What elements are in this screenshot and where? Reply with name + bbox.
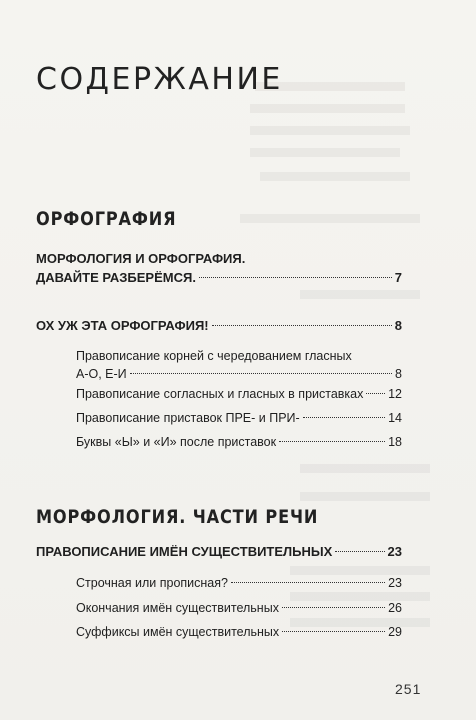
toc-subentry-label: Окончания имён существительных: [76, 601, 279, 615]
toc-entry[interactable]: [36, 268, 402, 288]
bleed-through-line: [300, 290, 420, 299]
dot-leader: [199, 277, 392, 278]
dot-leader: [279, 441, 385, 442]
toc-subentry[interactable]: [76, 384, 402, 404]
toc-subentry-label: А-О, Е-И: [76, 367, 127, 381]
toc-subentry[interactable]: [76, 622, 402, 642]
toc-subentry[interactable]: [76, 598, 402, 618]
page-title: СОДЕРЖАНИЕ: [36, 62, 283, 97]
toc-subentry-label: Правописание корней с чередованием гласных: [76, 349, 352, 363]
toc-page-number: 8: [394, 318, 402, 333]
toc-subentry[interactable]: [76, 408, 402, 428]
toc-entry-label: МОРФОЛОГИЯ И ОРФОГРАФИЯ.: [36, 251, 246, 266]
dot-leader: [303, 417, 385, 418]
dot-leader: [231, 582, 385, 583]
toc-entry-label: ДАВАЙТЕ РАЗБЕРЁМСЯ.: [36, 270, 196, 285]
dot-leader: [130, 373, 392, 374]
toc-subentry[interactable]: [76, 364, 402, 384]
toc-subentry[interactable]: [76, 573, 402, 593]
bleed-through-line: [300, 492, 430, 501]
toc-page-number: 18: [388, 435, 402, 449]
section-heading-orthography: ОРФОГРАФИЯ: [36, 208, 177, 230]
section-heading-morphology: МОРФОЛОГИЯ. ЧАСТИ РЕЧИ: [36, 506, 319, 528]
toc-page-number: 23: [388, 576, 402, 590]
toc-entry-label: ОХ УЖ ЭТА ОРФОГРАФИЯ!: [36, 318, 209, 333]
toc-page-number: 12: [388, 387, 402, 401]
toc-page-number: 29: [388, 625, 402, 639]
bleed-through-line: [260, 172, 410, 181]
toc-entry[interactable]: [36, 316, 402, 336]
toc-subentry-label: Правописание приставок ПРЕ- и ПРИ-: [76, 411, 300, 425]
toc-entry[interactable]: [36, 542, 402, 562]
bleed-through-line: [250, 148, 400, 157]
toc-subentry-label: Правописание согласных и гласных в приставках: [76, 387, 364, 401]
bleed-through-line: [250, 104, 405, 113]
bleed-through-line: [240, 214, 420, 223]
toc-page-number: 23: [387, 544, 402, 559]
toc-subentry-label: Строчная или прописная?: [76, 576, 228, 590]
bleed-through-line: [300, 464, 430, 473]
dot-leader: [366, 393, 385, 394]
toc-page-number: 14: [388, 411, 402, 425]
toc-subentry[interactable]: [76, 432, 402, 452]
toc-page-number: 8: [395, 367, 402, 381]
toc-subentry-line1: [76, 346, 402, 366]
toc-page-number: 7: [394, 270, 402, 285]
dot-leader: [282, 607, 385, 608]
dot-leader: [282, 631, 385, 632]
dot-leader: [212, 325, 392, 326]
toc-page-number: 26: [388, 601, 402, 615]
toc-entry-label: ПРАВОПИСАНИЕ ИМЁН СУЩЕСТВИТЕЛЬНЫХ: [36, 544, 333, 559]
dot-leader: [335, 551, 384, 552]
bleed-through-line: [250, 126, 410, 135]
page-number: 251: [395, 681, 422, 697]
toc-entry-line1: [36, 249, 402, 269]
toc-subentry-label: Суффиксы имён существительных: [76, 625, 280, 639]
toc-subentry-label: Буквы «Ы» и «И» после приставок: [76, 435, 277, 449]
